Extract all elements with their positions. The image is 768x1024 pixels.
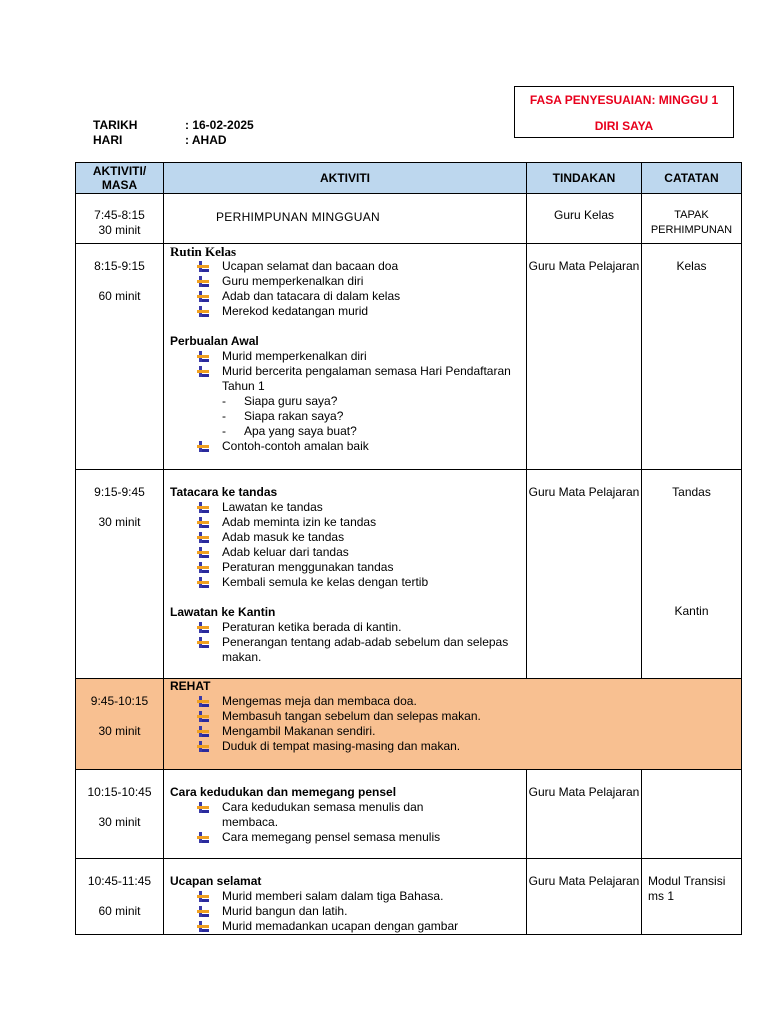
tarikh-label: TARIKH (93, 118, 138, 132)
header-tindakan: TINDAKAN (527, 163, 642, 194)
row-time: 9:15-9:45 (94, 485, 145, 499)
tindakan-value: Guru Mata Pelajaran (528, 485, 640, 499)
section-title: Ucapan selamat (170, 874, 262, 888)
bullet-icon (197, 517, 209, 528)
activity-title: PERHIMPUNAN MINGGUAN (216, 210, 381, 224)
list-item: Mengemas meja dan membaca doa. (196, 694, 741, 709)
bullet-icon (197, 637, 209, 648)
list-item: Lawatan ke tandas (196, 500, 526, 515)
row-duration: 60 minit (98, 289, 141, 303)
table-row (76, 194, 742, 244)
bullet-icon (197, 306, 209, 317)
list-item: Murid memadankan ucapan dengan gambar (196, 919, 526, 934)
bullet-icon (197, 832, 209, 843)
tindakan-value: Guru Mata Pelajaran (528, 785, 640, 799)
schedule-table (75, 162, 742, 935)
hari-label: HARI (93, 133, 123, 147)
bullet-icon (197, 891, 209, 902)
bullet-icon (197, 622, 209, 633)
section-title: Lawatan ke Kantin (170, 605, 276, 619)
row-duration: 30 minit (98, 223, 141, 237)
hari-value: : AHAD (185, 133, 227, 147)
row-time: 10:45-11:45 (87, 874, 152, 888)
list-item: Cara memegang pensel semasa menulis (196, 830, 456, 845)
list-item: Adab keluar dari tandas (196, 545, 526, 560)
list-item: Guru memperkenalkan diri (196, 274, 526, 289)
catatan-value-2: Kantin (674, 604, 709, 618)
row-duration: 30 minit (98, 515, 141, 529)
row-time: 8:15-9:15 (94, 259, 145, 273)
list-item: Ucapan selamat dan bacaan doa (196, 259, 526, 274)
list-item: Penerangan tentang adab-adab sebelum dan selepas makan. (196, 635, 526, 665)
bullet-icon (197, 906, 209, 917)
bullet-icon (197, 441, 209, 452)
catatan-value: Modul Transisi ms 1 (648, 874, 726, 903)
table-row (76, 244, 742, 470)
section-title: Tatacara ke tandas (170, 485, 278, 499)
list-item: Cara kedudukan semasa menulis dan membaca. (196, 800, 456, 830)
phase-title: FASA PENYESUAIAN: MINGGU 1 (529, 93, 719, 107)
bullet-icon (197, 577, 209, 588)
bullet-icon (197, 366, 209, 377)
sub-item: - Siapa rakan saya? (222, 409, 344, 423)
list-item: Contoh-contoh amalan baik (196, 439, 526, 454)
list-item: Membasuh tangan sebelum dan selepas makan. (196, 709, 741, 724)
bullet-icon (197, 711, 209, 722)
table-row-rehat (76, 679, 742, 770)
catatan-value: TAPAK PERHIMPUNAN (650, 209, 733, 236)
list-item: Adab meminta izin ke tandas (196, 515, 526, 530)
bullet-icon (197, 562, 209, 573)
bullet-icon (197, 291, 209, 302)
tarikh-value: : 16-02-2025 (185, 118, 254, 132)
table-row (76, 470, 742, 679)
list-item: Kembali semula ke kelas dengan tertib (196, 575, 526, 590)
bullet-icon (197, 261, 209, 272)
catatan-value: Kelas (676, 259, 707, 273)
table-row (76, 859, 742, 935)
row-duration: 30 minit (98, 815, 141, 829)
bullet-icon (197, 802, 209, 813)
row-time: 9:45-10:15 (90, 694, 149, 708)
header-catatan: CATATAN (642, 163, 742, 194)
section-title: REHAT (170, 679, 211, 693)
row-duration: 30 minit (98, 724, 141, 738)
list-item: Murid memperkenalkan diri (196, 349, 526, 364)
tindakan-value: Guru Mata Pelajaran (528, 259, 640, 273)
section-title: Perbualan Awal (170, 334, 259, 348)
phase-theme: DIRI SAYA (594, 119, 654, 133)
tindakan-value: Guru Kelas (553, 208, 615, 222)
row-duration: 60 minit (98, 904, 141, 918)
bullet-icon (197, 532, 209, 543)
row-time: 7:45-8:15 (94, 208, 145, 222)
list-item: Adab dan tatacara di dalam kelas (196, 289, 526, 304)
bullet-icon (197, 741, 209, 752)
list-item: Peraturan ketika berada di kantin. (196, 620, 526, 635)
catatan-value: Tandas (672, 485, 711, 499)
section-title: Rutin Kelas (170, 244, 237, 259)
list-item: Merekod kedatangan murid (196, 304, 526, 319)
list-item: Mengambil Makanan sendiri. (196, 724, 741, 739)
list-item: Peraturan menggunakan tandas (196, 560, 526, 575)
phase-box (514, 86, 734, 138)
bullet-icon (197, 502, 209, 513)
table-row (76, 770, 742, 859)
list-item: Murid bercerita pengalaman semasa Hari Pendaftaran Tahun 1 (196, 364, 526, 394)
section-title: Cara kedudukan dan memegang pensel (170, 785, 397, 799)
bullet-icon (197, 726, 209, 737)
list-item: Murid bangun dan latih. (196, 904, 526, 919)
tindakan-value: Guru Mata Pelajaran (528, 874, 640, 888)
bullet-icon (197, 547, 209, 558)
bullet-icon (197, 351, 209, 362)
bullet-icon (197, 696, 209, 707)
table-header-row (76, 163, 742, 194)
sub-item: - Apa yang saya buat? (222, 424, 357, 438)
bullet-icon (197, 276, 209, 287)
sub-item: - Siapa guru saya? (222, 394, 338, 408)
header-masa: AKTIVITI/ MASA (76, 163, 164, 194)
list-item: Murid memberi salam dalam tiga Bahasa. (196, 889, 526, 904)
row-time: 10:15-10:45 (87, 785, 152, 799)
bullet-icon (197, 921, 209, 932)
list-item: Adab masuk ke tandas (196, 530, 526, 545)
list-item: Duduk di tempat masing-masing dan makan. (196, 739, 741, 754)
header-aktiviti: AKTIVITI (164, 163, 527, 194)
